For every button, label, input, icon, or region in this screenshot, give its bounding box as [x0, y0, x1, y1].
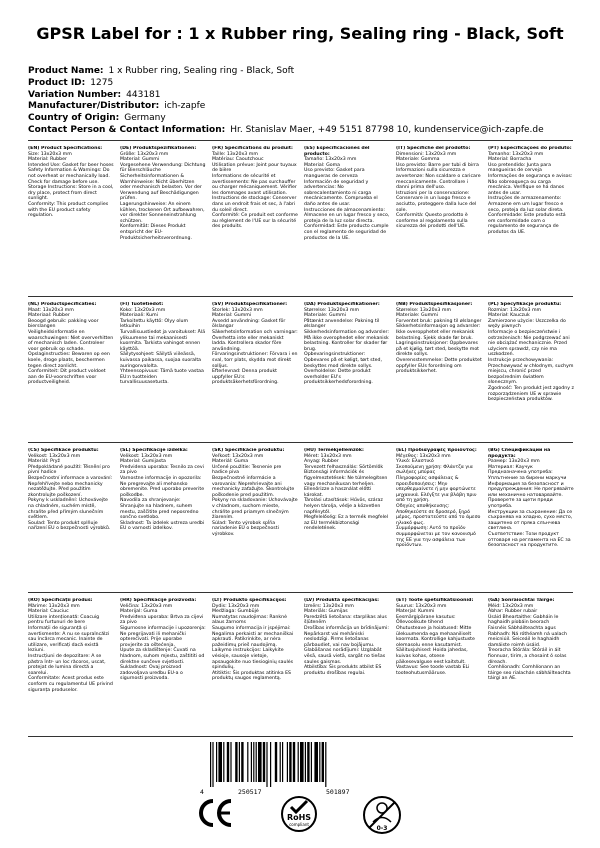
manufacturer-row: Manufacturer/Distributor: ich-zapfe — [28, 101, 206, 112]
spec-cell — [28, 598, 114, 738]
spec-text: Méret: 13x20x3 mm Anyag: Rubber Tervezett felhasználás: Sörtömlők Biztonsági információk és figyelmeztetések: Ne túlmelegítsen vagy mechanikusan terheljen. Ellenőrizze a használat előtti károkat. Tárolási utasítások: Hűvös, száraz helyen tárolja, védje a közvetlen napfénytől. Megfelelőség: Ez a termék megfelel az EU termékbiztonsági rendeletének. — [304, 453, 389, 532]
spec-cell — [488, 302, 574, 446]
spec-text: Izmērs: 13x20x3 mm Materiāls: Gumijas Paredzētā lietošana: starplikas alus šļūtenēm Drošības informācija un brīdinājumi: Nepārkarst vai mehāniski neslodzīgi. Pirms lietošanas pārbaudiet, vai nav bojājumu. Glabāšanas norādījumi: Uzglabāt vēsā, sausā vietā, sargāt no tiešas saules gaismas. Atbilstība: Šis produkts atbilst ES produktu drošības regulai. — [304, 603, 389, 676]
age-label: 0-3 — [376, 825, 388, 832]
barcode-bar — [314, 742, 318, 782]
barcode-bar — [239, 742, 240, 782]
barcode-bar — [251, 742, 252, 782]
barcode-bar — [256, 742, 257, 782]
spec-cell — [396, 448, 482, 592]
divider — [28, 140, 573, 141]
spec-text: Suurus: 13x20x3 mm Materjal: Kummi Eesmärgipärane kasutus: Õllevoolikute tihend Ohutusteave ja hoiatused: Mitte ülekuumenda ega mehaaniliselt koormata. Kontrollige kahjustuste olemasolu enne kasutamist. Säilitusjuhised: Hoida jahedas, kuivas kohas, otsese päikesevalguse eest kaitstult. Vastavus: See toode vastab ELi tooteohutusmääruse. — [396, 603, 475, 676]
barcode-bar — [270, 742, 271, 787]
spec-cell — [212, 448, 298, 592]
product-info — [28, 66, 544, 137]
spec-heading: (EN) Product Specifications: — [28, 146, 103, 151]
spec-cell — [304, 598, 390, 738]
barcode-lead-digit: 4 — [200, 788, 204, 796]
spec-cell — [120, 448, 206, 592]
barcode-bar — [298, 742, 299, 782]
barcode-group1: 250517 — [238, 788, 262, 796]
spec-heading: (ES) Especificaciones del producto: — [304, 146, 370, 157]
barcode-bar — [235, 742, 237, 782]
barcode-bar — [218, 742, 222, 782]
barcode-bar — [253, 742, 254, 782]
spec-cell — [396, 302, 482, 446]
spec-heading: (DE) Produktspezifikationen: — [120, 146, 197, 151]
barcode-bar — [307, 742, 309, 782]
spec-heading: (PT) Especificações do produto: — [488, 146, 572, 151]
spec-heading: (EL) Προδιαγραφές προϊόντος: — [396, 448, 477, 453]
spec-text: Mărime: 13x20x3 mm Material: Cauciuc Utilizare intenționată: Coacuig pentru furtunuri de bere Informații de siguranță și avertismente: A nu se supraîncălzi sau încărca mecanic. Inainte de utilizare, verificați dacă există leziuni. Instrucțiuni de depozitare: A se păstra într- un loc răcoros, uscat, protejat de lumina directă a soarelui. Conformitate: Acest produs este conform cu regulamentul UE privind siguranța produselor. — [28, 603, 113, 693]
barcode-bar — [247, 742, 248, 782]
barcode-bar — [325, 742, 326, 787]
spec-text: Størrelse: 13x20x3 mm Materiale: Gummi Påtænkt anvendelse: Pakning til ølslanger Sikkerhedsinformation og advarsler: Må ikke overophedet eller mekanisk belastning. Kontroller for skader før brug. Opbevaringsinstruktioner: Opbevares på et køligt, tørt sted, beskyttes mod direkte sollys. Overholdelse: Dette produkt overholder EU's produktsikkerhedsforordning. — [304, 307, 389, 386]
barcode-bar — [293, 742, 295, 782]
barcode-bar — [266, 742, 267, 787]
divider — [28, 592, 573, 593]
spec-cell — [396, 146, 482, 290]
spec-heading: (GA) Sonraíochtaí Táirge: — [488, 598, 555, 603]
spec-text: Größe: 13x20x3 mm Material: Gummi Vorgesehene Verwendung: Dichtung für Bierschläuche Sicherheitsinformationen & Warnhinweise: Nicht überhitzen oder mechanisch belasten. Vor der Verwendung auf Beschädigungen prüfen. Lagerungshinweise: An einem kühlen, trockenen Ort aufbewahren, vor direkter Sonneneinstrahlung schützen. Konformität: Dieses Produkt entspricht der EU-Produktsicherheitsverordnung. — [120, 151, 206, 241]
barcode-bar — [322, 742, 324, 782]
spec-text: Veličina: 13x20x3 mm Materijal: Guma Predviđena uporaba: Brtva za cijevi za pivo Sigurnosne informacije i upozorenja: Ne pregrijavati ili mehanički opterećivati. Prije uporabe provjerite za oštećenja. Upute za skladištenje: Čuvati na hladnom, suhom mjestu, zaštititi od direktne sunčeve svjetlosti. Sukladnost: Ovaj proizvod zadovoljava uredbu EU-a o sigurnosti proizvoda. — [120, 603, 206, 682]
spec-text: Tamaño: 13x20x3 mm Material: Goma Uso previsto: Gasket para mangueras de cerveza Información de seguridad y advertencias: No sobrecalentamiento ni carga mecánicamente. Comprueba el daño antes de usar. Instrucciones de almacenamiento: Almacene en un lugar fresco y seco, proteja de la luz solar directa. Conformidad: Este producto cumple con el reglamento de seguridad de productos de la UE. — [304, 157, 390, 241]
barcode-bar — [287, 742, 288, 782]
spec-heading: (ET) Toote spetsifikatsioonid: — [396, 598, 474, 603]
barcode-bar — [319, 742, 320, 782]
variation-number: 443181 — [126, 89, 161, 100]
page-title: GPSR Label for : 1 x Rubber ring, Sealing ring - Black, Soft — [36, 24, 564, 43]
spec-heading: (HU) Termékjellemzők: — [304, 448, 364, 453]
variation-row: Variation Number: 443181 — [28, 89, 161, 100]
spec-cell — [396, 598, 482, 738]
spec-text: Velikost: 13x20x3 mm Material: Gumijasta Predvidena uporaba: Tesnilo za cevi za pivo Varnostne informacije in opozorila: Ne pregrevajte ali mehansko obremenite. Pred uporabo preverite poškodbe. Navodila za shranjevanje: Shranjujte na hladnem, suhem mestu, zaščitite pred neposredno sončno svetlobo. Skladnost: Ta izdelek ustreza uredbi EU o varnosti izdelkov. — [120, 453, 205, 532]
barcode-bar — [282, 742, 283, 782]
spec-text: Dimensioni: 13x20x3 mm Materiale: Gomma Uso previsto: Barre per tubi di birra Informazioni sulla sicurezza e avvertenze: Non scaldare o caricare meccanicamente. Controllare i danni prima dell'uso. Istruzioni per la conservazione: Conservare in un luogo fresco e asciutto, proteggere dalla luce del sole. Conformità: Questo prodotto è conforme al regolamento sulla sicurezza dei prodotti dell'UE. — [396, 151, 481, 230]
contact-info: Hr. Stanislav Maer, +49 5151 87798 10, kundenservice@ich-zapfe.de — [230, 124, 544, 135]
rohs-label: RoHS — [286, 813, 312, 822]
spec-text: Tamanho: 13x20x3 mm Material: Borracha Uso pretendido: Junta para mangueiras de cerveja Informações de segurança e avisos: Não sobreaqueça ou carga mecânica. Verifique se há danos antes de usar. Instruções de armazenamento: Armazene em um lugar fresco e seco, proteja da luz solar direta. Conformidade: Este produto está em conformidade com o regulamento de segurança de produtos da UE. — [488, 151, 573, 235]
barcode-bar — [223, 742, 224, 782]
manufacturer: ich-zapfe — [164, 101, 206, 112]
barcode-bar — [289, 742, 291, 782]
spec-heading: (SL) Specifikacije izdelka: — [120, 448, 188, 453]
spec-heading: (BG) Спецификации на продукта: — [488, 448, 551, 459]
product-id: 1275 — [90, 77, 114, 88]
spec-heading: (CS) Specifikace produktu: — [28, 448, 99, 453]
spec-cell — [488, 598, 574, 738]
spec-text: Size: 13x20x3 mm Material: Rubber Intended Use: Gasket for beer hoses Safety Information & Warnings: Do not overheat or mechanically load. Check for damage before use. Storage Instructions: Store in a cool, dry place, protect from direct sunlight. Conformity: This product complies with the EU product safety regulation. — [28, 151, 114, 219]
spec-text: Koko: 13x20x3 mm Materiaali: Kumi Tarkoitettu käyttö: Olyy olum letkuihin Turvallisuustiedot ja varoitukset: Älä ylikuumene tai mekaanisesti kuormita. Tarkista vahingot ennen käyttöä. Säilytysohjeet: Säilytä viileässä, kuivassa paikassa, suojaa suoralta auringonvalolta. Yhteensopivuus: Tämä tuote vastaa EU:n tuotteiden turvallisuusasetusta. — [120, 307, 206, 386]
barcode-bar — [210, 742, 211, 787]
spec-heading: (SK) Špecifikácie produktu: — [212, 448, 285, 453]
spec-heading: (SV) Produktspecifikationer: — [212, 302, 288, 307]
product-name: 1 x Rubber ring, Sealing ring - Black, Soft — [108, 66, 295, 76]
spec-cell — [304, 302, 390, 446]
divider — [28, 296, 573, 297]
spec-cell — [212, 146, 298, 290]
spec-cell — [28, 448, 114, 592]
barcode-bar — [263, 742, 265, 782]
ce-mark-icon — [198, 798, 234, 828]
spec-text: Μέγεθος: 13x20x3 mm Υλικό: Ελαστικό Σκοπούμενη χρήση: Φλάντζα για σωλήνες μπύρας Πληροφορίες ασφάλειας & προειδοποιήσεις: Μην υπερθερμαίνετε ή μην φορτώνετε μηχανικά. Ελέγξτε για βλάβη πριν από τη χρήση. Οδηγίες αποθήκευσης: Αποθηκεύστε σε δροσερό, ξηρό μέρος, προστατεύστε από το άμεσο ηλιακό φως. Συμμόρφωση: Αυτό το προϊόν συμμορφώνεται με τον κανονισμό της ΕΕ για την ασφάλεια των προϊόντων. — [396, 453, 481, 549]
spec-cell — [120, 146, 206, 290]
spec-heading: (IT) Specifiche del prodotto: — [396, 146, 471, 151]
spec-heading: (RO) Specificații produs: — [28, 598, 93, 603]
barcode-bar — [230, 742, 231, 782]
spec-text: Velikost: 13x20x3 mm Materiál: Pryž Předpokládané použití: Těsnění pro pivní hadice Bezpečnostní informace a varování: Nepřehřívejte nebo mechanicky nezatěžujte. Před použitím zkontrolujte poškození. Pokyny k uskladnění: Uchovávejte na chladném, suchém místě, chraňte před přímým slunečním světlem. Soulad: Tento produkt splňuje nařízení EU o bezpečnosti výrobků. — [28, 453, 113, 532]
spec-cell — [120, 302, 206, 446]
spec-text: Rozmiar: 13x20x3 mm Materiał: Kauczuk Zamierzone użycie: Uszczelka do węży piwnych Informacje o bezpieczeństwie i ostrzeżeniach: Nie podgrzewać ani nie obciążać mechanicznie. Przed użyciem sprawdź, czy nie ma uszkodzeń. Instrukcje przechowywania: Przechowywać w chłodnym, suchym miejscu, chronić przed bezpośrednim światłem słonecznym. Zgodność: Ten produkt jest zgodny z rozporządzeniem UE w sprawie bezpieczeństwa produktów. — [488, 307, 574, 403]
spec-heading: (FR) Spécifications du produit: — [212, 146, 293, 151]
barcode-bar — [305, 742, 306, 782]
spec-cell — [488, 448, 574, 592]
spec-text: Storlek: 13x20x3 mm Material: Gummi Avsedd användning: Gasket för ölslangar Säkerhetsinformation och varningar: Överhetta inte eller mekaniskt ladda. Kontrollera skador före användning. Förvaringsinstruktioner: Förvara i en sval, torr plats, skydda mot direkt solljus. Efterlevnad: Denna produkt uppfyller EU:s produktsäkerhetsförordning. — [212, 307, 298, 386]
spec-heading: (LT) Produkto specifikacijos: — [212, 598, 287, 603]
spec-cell — [28, 302, 114, 446]
spec-text: Méid: 13x20x3 mm Ábhar: Rubber rubair Úsáid Bheartaithe: Gabháin le haghaidh píobáin beorach Faisnéis Sábháilteachta agus Rabhadh: Ná róthéamh ná ualach meicniúil. Seiceáil le haghaidh damáiste roimh úsáid. Treoracha Stórála: Stóráil in áit fionnuar, tirim, a chosaint ó solas díreach. Comhlíonadh: Comhlíonann an táirge seo rialachán sábháilteachta táirgí an AE. — [488, 603, 571, 682]
age-warning-icon — [362, 795, 402, 835]
spec-heading: (FI) Tuotetiedot: — [120, 302, 164, 307]
spec-heading: (HR) Specifikacije proizvoda: — [120, 598, 197, 603]
spec-heading: (LV) Produkta specifikācijas: — [304, 598, 379, 603]
barcode-bar — [241, 742, 243, 782]
spec-text: Maat: 13x20x3 mm Materiaal: Rubber Beoogd gebruik: pakking voor bierslangen Veiligheidsinformatie en waarschuwingen: Niet oververhitten of mechanisch laden. Controleer voor gebruik op schade. Opslaginstructies: Bewaren op een koele, droge plaats, beschermen tegen direct zonlicht. Conformiteit: Dit product voldoet aan de EU-voorschriften voor productveiligheid. — [28, 307, 114, 386]
barcode-bar — [311, 742, 312, 782]
spec-cell — [488, 146, 574, 290]
barcode-bar — [280, 742, 281, 782]
contact-row: Contact Person & Contact Information: Hr. Stanislav Maer, +49 5151 87798 10, kundenservice@ich-zapfe.de — [28, 124, 544, 135]
spec-heading: (NL) Productspecificaties: — [28, 302, 97, 307]
barcode-group2: 501897 — [326, 788, 350, 796]
barcode-bar — [275, 742, 277, 782]
rohs-icon — [280, 795, 318, 833]
spec-heading: (NB) Produktspesifikasjoner: — [396, 302, 473, 307]
spec-cell — [120, 598, 206, 738]
spec-text: Veľkosť: 13x20x3 mm Materiál: Guma Určené použitie: Tesnenie pre hadice piva Bezpečnostné informácie a varovania: Neprehrievajte ani mechanicky zaťažujte. Skontrolujte poškodenie pred použitím. Pokyny na skladovanie: Uchovávajte v chladnom, suchom mieste, chráňte pred priamym slnečným žiarením. Súlad: Tento výrobok spĺňa nariadenie EÚ o bezpečnosti výrobkov. — [212, 453, 298, 537]
product-name-row: Product Name: 1 x Rubber ring, Sealing ring - Black, Soft — [28, 66, 295, 76]
rohs-sublabel: compliant — [289, 822, 309, 827]
product-id-row: Product ID: 1275 — [28, 77, 114, 88]
barcode — [208, 742, 393, 787]
spec-heading: (PL) Specyfikacje produktu: — [488, 302, 562, 307]
barcode-bar — [258, 742, 262, 782]
country-row: Country of Origin: Germany — [28, 113, 166, 124]
spec-cell — [28, 146, 114, 290]
spec-text: Størrelse: 13x20x3 mm Materiale: Gummi Forventet bruk: pakning til ølslanger Sikkerhetsinformasjon og advarsler: Ikke overopphetet eller mekanisk belastning. Sjekk skade før bruk. Lagringsinstruksjoner: Oppbevares på et kjølig, tørt sted, beskytte mot direkte sollys. Overensstemmelse: Dette produktet oppfyller EUs forordning om produktsikkerhet. — [396, 307, 482, 375]
barcode-bar — [216, 742, 217, 782]
spec-heading: (DA) Produktspecifikationer: — [304, 302, 380, 307]
country-of-origin: Germany — [124, 113, 166, 124]
barcode-bar — [300, 742, 304, 782]
spec-cell — [212, 598, 298, 738]
spec-cell — [304, 448, 390, 592]
spec-text: Размер: 13x20x3 mm Материал: Каучук Предназначена употреба: Уплътнение за бирени маркучи Информация за безопасност и предупреждения: Не прегрявайте или механично натоварвайте. Проверете за щети преди употреба. Инструкции за съхранение: Да се съхранява на хладно, сухо място, защитено от пряка слънчева светлина. Съответствие: Този продукт отговаря на регламента на ЕС за безопасност на продуктите. — [488, 459, 574, 549]
spec-cell — [212, 302, 298, 446]
barcode-bar — [227, 742, 229, 782]
spec-cell — [304, 146, 390, 290]
barcode-bar — [212, 742, 213, 787]
spec-text: Dydis: 13x20x3 mm Medžiaga: Gumbūjė Numatytas naudojimas: Ranknė alaus žarnoms Saugumo informacija ir įspėjimai: Negalima perkaisti ar mechaniškai apkrauti. Patikrinkite, ar nėra pažeidimų prieš naudojimą. Laikymo instrukcijos: Laikykite vėsioje, sausoje vietoje, apsaugokite nuo tiesioginių saulės spindulių. Atitiktis: Šis produktas atitinka ES produktų saugos reglamentą. — [212, 603, 294, 682]
spec-text: Taille: 13x20x3 mm Matériau: Caoutchouc Utilisation prévue: Joint pour tuyaux de bière Informations de sécurité et avertissements: Ne pas surchauffer ou charger mécaniquement. Vérifier les dommages avant utilisation. Instructions de stockage: Conserver dans un endroit frais et sec, à l'abri du soleil direct. Conformité: Ce produit est conforme au règlement de l'UE sur la sécurité des produits. — [212, 151, 298, 230]
